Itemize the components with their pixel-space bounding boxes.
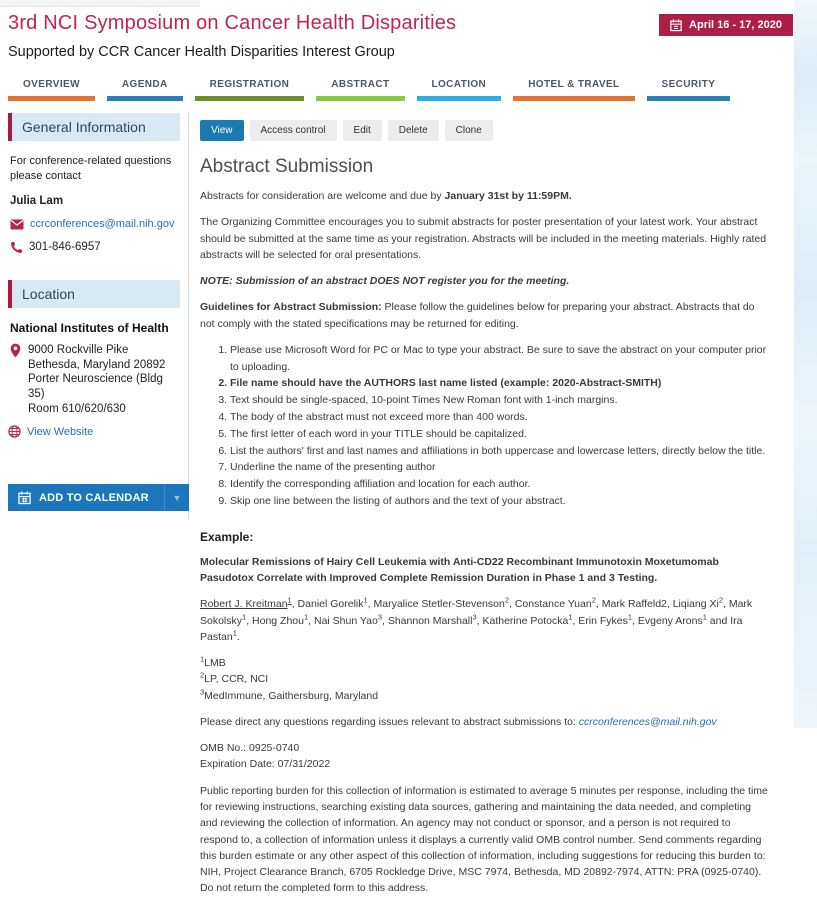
guideline-item: 7. Underline the name of the presenting author [230,459,770,476]
omb-block [200,740,770,773]
tab-label: HOTEL & TRAVEL [528,79,620,90]
view-website-link[interactable]: View Website [27,425,94,438]
tab-underline [316,96,404,101]
address-lines [28,343,165,418]
address-line: Room 610/620/630 [28,403,126,416]
contact-intro: For conference-related questions please contact [10,155,172,182]
admin-tab-delete[interactable]: Delete [388,120,439,141]
guideline-item: 3. Text should be single-spaced, 10-point Times New Roman font with 1-inch margins. [230,392,770,409]
page-background-strip [794,0,817,728]
tab-label: OVERVIEW [23,79,80,90]
tab-label: SECURITY [661,79,716,90]
intro-paragraph: Abstracts for consideration are welcome and due by January 31st by 11:59PM. [200,190,572,202]
example-title: Molecular Remissions of Hairy Cell Leukemia with Anti-CD22 Recombinant Immunotoxin Moxetumomab Pasudotox Correlate with Improved Complete Remission Duration in Phase 1 and 3 Testing. [200,555,719,585]
general-info-body [8,141,180,256]
admin-tab-edit[interactable]: Edit [343,120,382,141]
address-line: Bethesda, Maryland 20892 [28,358,166,371]
tab-underline [417,96,502,101]
email-icon [10,219,24,230]
location-org: National Institutes of Health [10,320,169,335]
tab-label: AGENDA [121,79,168,90]
tab-hotel-travel[interactable] [513,72,634,101]
add-to-calendar-button[interactable] [8,484,189,511]
site-subtitle: Supported by CCR Cancer Health Disparities Interest Group [8,44,395,60]
address-line: Porter Neuroscience (Bldg [28,373,163,386]
add-to-calendar-label: ADD TO CALENDAR [39,491,149,504]
guideline-item: 5. The first letter of each word in your TITLE should be capitalized. [230,426,770,443]
site-header [0,12,794,60]
due-date: January 31st by 11:59PM. [444,190,572,202]
map-pin-icon [10,343,21,358]
page-title: Abstract Submission [200,156,374,177]
contact-email-row [10,217,178,232]
admin-tab-access-control[interactable]: Access control [250,120,337,141]
example-authors: Robert J. Kreitman$^1$, Daniel Gorelik$^1$, Maryalice Stetler-Stevenson$^2$, Constance Yuan$^2$, Mark Raffeld2, Liqiang Xi$^2$, Mark Sokolsky$^1$, Hong Zhou$^1$, Nai Shun Yao$^3$, Shannon Marshall$^3$, Katherine Potocka$^1$, Erin Fykes$^1$, Evgeny Arons$^1$ and Ira Pastan$^1$. [200,595,753,643]
event-date-badge [659,14,793,36]
committee-paragraph: The Organizing Committee encourages you to submit abstracts for poster presentation of your latest work. Your abstract should be submitted at the same time as your registration. Abstracts will be included in the meeting materials. Highly rated abstracts will be selected for oral presentations. [200,216,767,261]
contact-email-link[interactable]: ccrconferences@mail.nih.gov [30,218,175,231]
guideline-item: 8. Identify the corresponding affiliation and location for each author. [230,476,770,493]
guideline-item: 6. List the authors' first and last names and affiliations in both uppercase and lowercase letters, directly below the title. [230,443,770,460]
note-paragraph: NOTE: Submission of an abstract DOES NOT register you for the meeting. [200,275,570,288]
tab-underline [513,96,634,101]
contact-phone-row [10,240,178,256]
event-date-text: April 16 - 17, 2020 [689,19,782,31]
tab-location[interactable] [417,72,502,101]
expiration-date: Expiration Date: 07/31/2022 [200,758,331,771]
contact-phone: 301-846-6957 [29,241,101,254]
guidelines-paragraph: Guidelines for Abstract Submission: Please follow the guidelines below for preparing your abstract. Abstracts that do not comply with the stated specifications may be returned for editing. [200,301,755,330]
chevron-down-icon: ▼ [172,492,182,503]
tab-overview[interactable] [8,72,95,101]
tab-security[interactable] [647,72,731,101]
guideline-item: 9. Skip one line between the listing of authors and the text of your abstract. [230,493,770,510]
tab-underline [195,96,305,101]
tab-label: ABSTRACT [331,79,390,90]
site-title: 3rd NCI Symposium on Cancer Health Disparities [8,12,457,34]
admin-tab-clone[interactable]: Clone [445,120,493,141]
calendar-icon [670,19,682,31]
general-info-heading: General Information [8,113,180,141]
website-row [8,425,180,438]
tab-underline [647,96,731,101]
main-navigation [0,72,794,101]
affiliation-line: $^3$MedImmune, Gaithersburg, Maryland [200,687,379,702]
burden-paragraph: Public reporting burden for this collection of information is estimated to average 5 minutes per response, including the time for reviewing instructions, searching existing data sources, gathering and maintaining the data needed, and completing and reviewing the collection of information. An agency may not conduct or sponsor, and a person is not required to respond to, a collection of information unless it displays a currently valid OMB control number. Send comments regarding this burden estimate or any other aspect of this collection of information, including suggestions for reducing this burden to: NIH, Project Clearance Branch, 6705 Rockledge Drive, MSC 7974, Bethesda, MD 20892-7974, ATTN: PRA (0925-0740). Do not return the completed form to this address. [200,784,768,895]
guidelines-list [200,342,770,510]
sidebar [0,113,189,519]
admin-tab-view[interactable]: View [200,120,244,141]
address-row [8,343,180,418]
affiliation-line: $^2$LP, CCR, NCI [200,670,269,686]
add-to-calendar-main[interactable] [8,491,164,504]
tab-label: REGISTRATION [209,79,290,90]
affiliation-line: $^1$LMB [200,654,226,670]
guideline-item: 2. File name should have the AUTHORS last name listed (example: 2020-Abstract-SMITH) [230,375,770,392]
globe-icon [8,425,21,438]
calendar-dropdown-toggle[interactable] [164,484,189,511]
omb-number: OMB No.: 0925-0740 [200,742,300,755]
abstract-email-link[interactable]: ccrconferences@mail.nih.gov [578,715,717,728]
phone-icon [10,241,23,254]
example-affiliations [200,655,770,704]
tab-underline [107,96,183,101]
guideline-item: 1. Please use Microsoft Word for PC or Mac to type your abstract. Be sure to save the abstract on your computer prior to uploading. [230,342,770,376]
questions-paragraph: Please direct any questions regarding issues relevant to abstract submissions to: ccrconferences@mail.nih.gov [200,715,717,728]
example-label: Example: [200,529,254,544]
tab-abstract[interactable] [316,72,404,101]
main-content [189,113,794,897]
location-section [8,280,180,439]
tab-agenda[interactable] [107,72,183,101]
address-line: 35) [28,388,45,401]
address-line: 9000 Rockville Pike [28,343,129,356]
tab-label: LOCATION [431,79,487,90]
location-heading: Location [8,280,180,308]
calendar-icon [18,491,31,504]
contact-name: Julia Lam [10,194,64,207]
tab-underline [8,96,95,101]
guideline-item: 4. The body of the abstract must not exceed more than 400 words. [230,409,770,426]
tab-registration[interactable] [195,72,305,101]
admin-tab-bar [200,120,770,141]
